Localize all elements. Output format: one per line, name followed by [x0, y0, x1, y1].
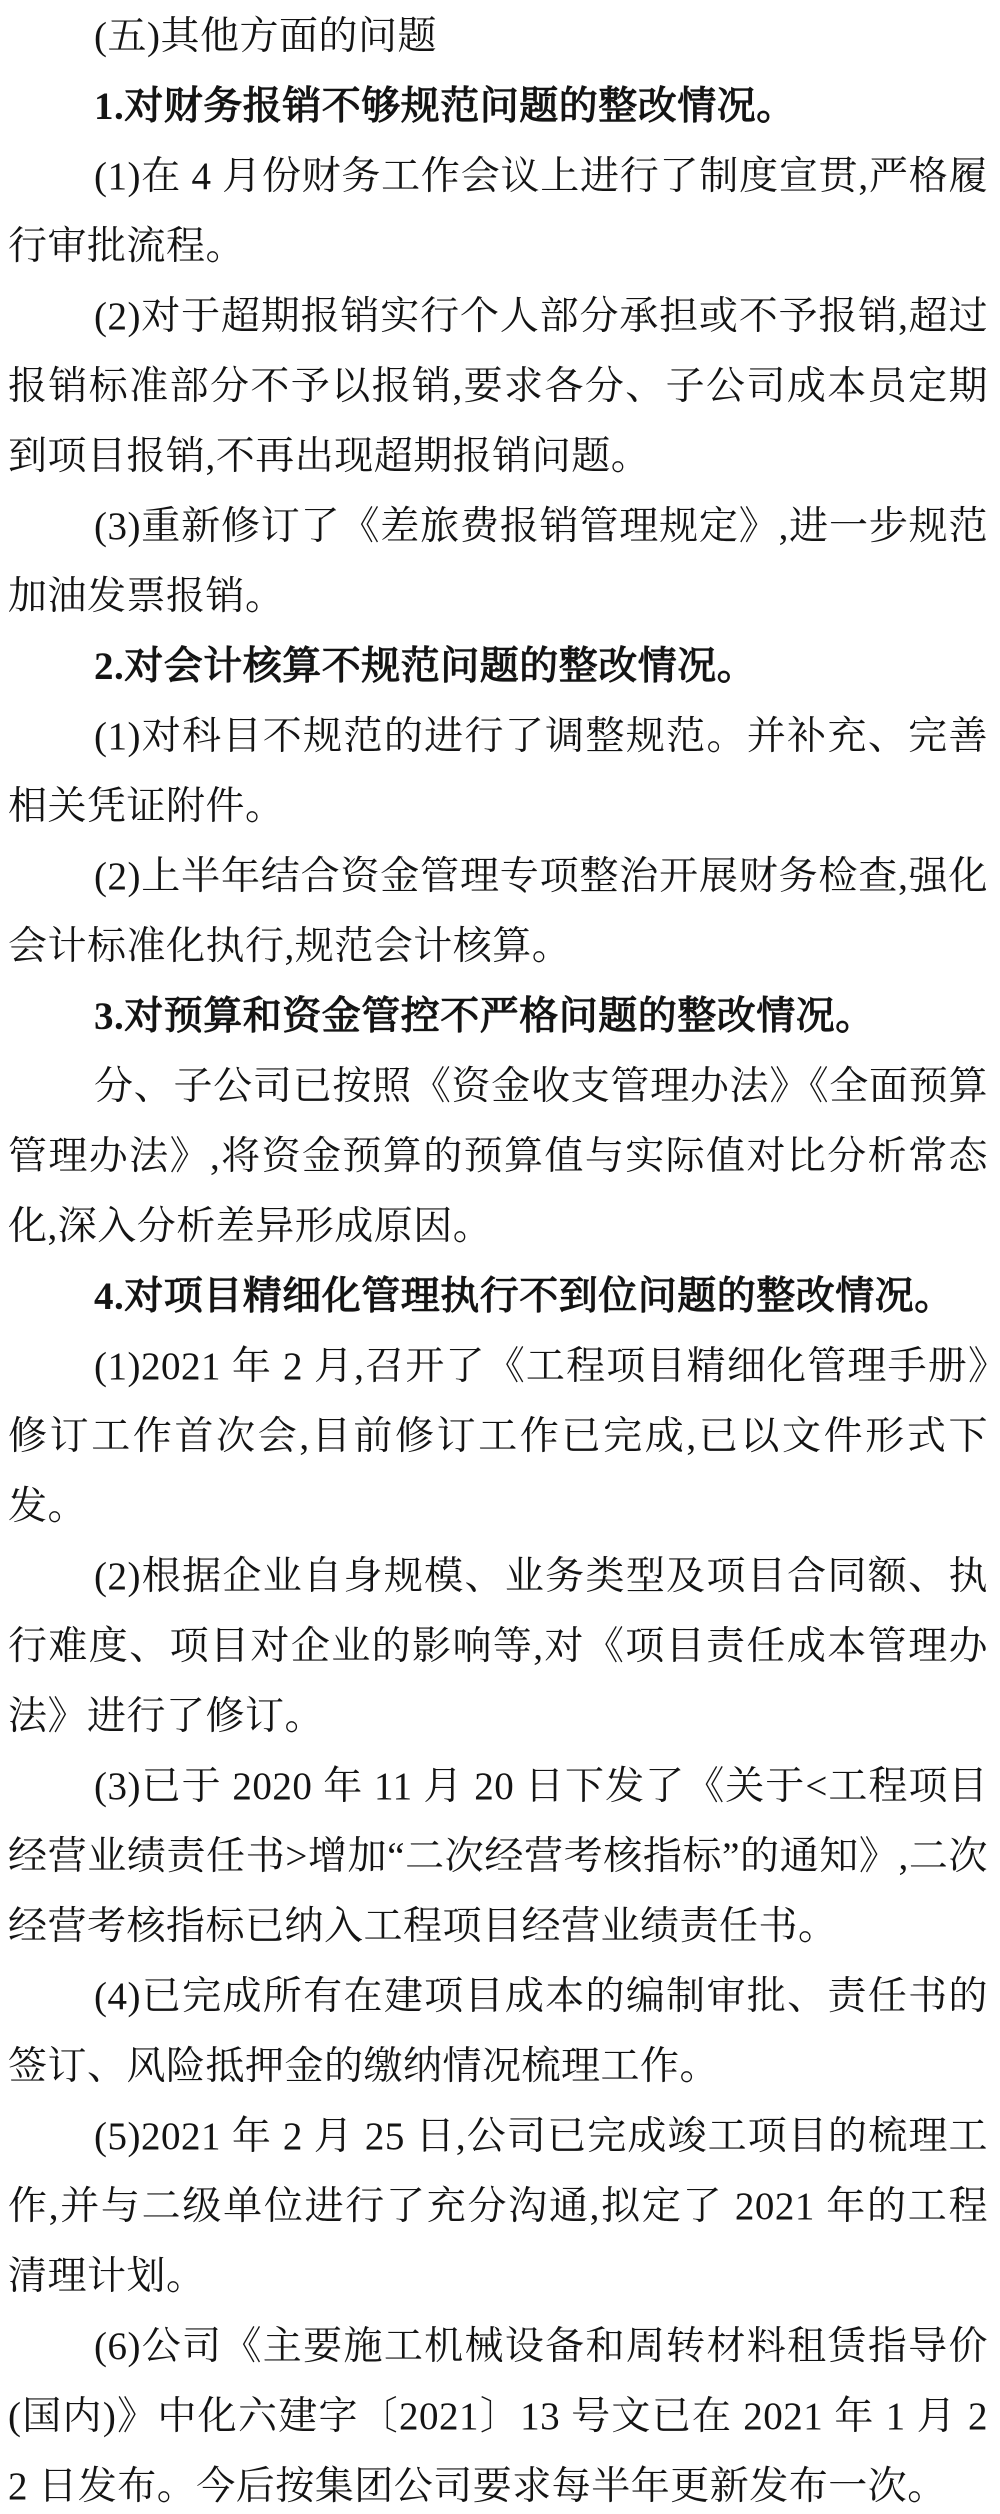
paragraph-2-1: (1)对科目不规范的进行了调整规范。并补充、完善相关凭证附件。 [8, 715, 988, 828]
paragraph-4-5: (5)2021 年 2 月 25 日,公司已完成竣工项目的梳理工作,并与二级单位进行了充分沟通,拟定了 2021 年的工程清理计划。 [8, 2115, 988, 2298]
paragraph-2-2: (2)上半年结合资金管理专项整治开展财务检查,强化会计标准化执行,规范会计核算。 [8, 855, 988, 968]
paragraph-1-1: (1)在 4 月份财务工作会议上进行了制度宣贯,严格履行审批流程。 [8, 155, 988, 268]
subsection-heading-4: 4.对项目精细化管理执行不到位问题的整改情况。 [94, 1275, 954, 1318]
subsection-heading-1: 1.对财务报销不够规范问题的整改情况。 [94, 85, 796, 128]
section-heading-other-issues: (五)其他方面的问题 [94, 15, 437, 58]
paragraph-4-2: (2)根据企业自身规模、业务类型及项目合同额、执行难度、项目对企业的影响等,对《项目责任成本管理办法》进行了修订。 [8, 1555, 988, 1738]
subsection-heading-3: 3.对预算和资金管控不严格问题的整改情况。 [94, 995, 875, 1038]
paragraph-4-3: (3)已于 2020 年 11 月 20 日下发了《关于<工程项目经营业绩责任书>增加“二次经营考核指标”的通知》,二次经营考核指标已纳入工程项目经营业绩责任书。 [8, 1765, 988, 1948]
paragraph-4-4: (4)已完成所有在建项目成本的编制审批、责任书的签订、风险抵押金的缴纳情况梳理工作。 [8, 1975, 988, 2088]
paragraph-3-1: 分、子公司已按照《资金收支管理办法》《全面预算管理办法》,将资金预算的预算值与实际值对比分析常态化,深入分析差异形成原因。 [8, 1065, 988, 1248]
paragraph-1-2: (2)对于超期报销实行个人部分承担或不予报销,超过报销标准部分不予以报销,要求各分、子公司成本员定期到项目报销,不再出现超期报销问题。 [8, 295, 988, 478]
subsection-heading-2: 2.对会计核算不规范问题的整改情况。 [94, 645, 757, 688]
paragraph-4-1: (1)2021 年 2 月,召开了《工程项目精细化管理手册》修订工作首次会,目前修订工作已完成,已以文件形式下发。 [8, 1345, 988, 1528]
paragraph-1-3: (3)重新修订了《差旅费报销管理规定》,进一步规范加油发票报销。 [8, 505, 988, 618]
paragraph-4-6: (6)公司《主要施工机械设备和周转材料租赁指导价(国内)》中化六建字〔2021〕13 号文已在 2021 年 1 月 22 日发布。今后按集团公司要求每半年更新发布一次。 [8, 2325, 988, 2508]
